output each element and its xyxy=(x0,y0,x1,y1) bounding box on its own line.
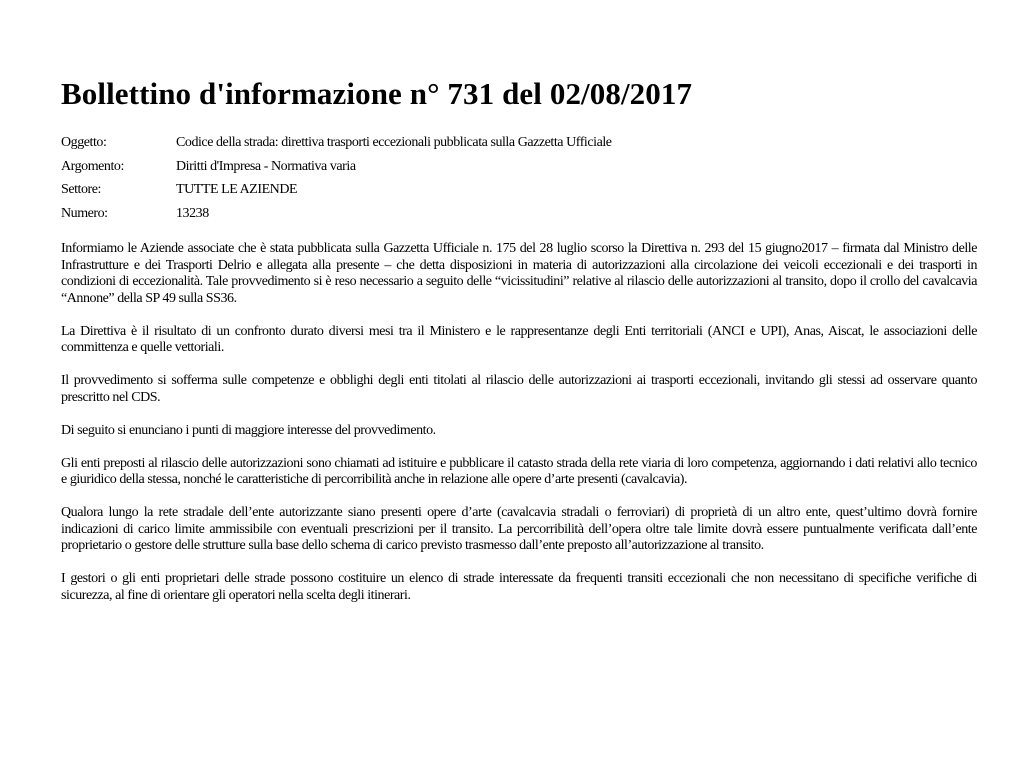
meta-value-oggetto: Codice della strada: direttiva trasporti eccezionali pubblicata sulla Gazzetta Ufficiale xyxy=(176,135,612,150)
page-title: Bollettino d'informazione n° 731 del 02/08/2017 xyxy=(61,76,693,111)
meta-value-settore: TUTTE LE AZIENDE xyxy=(176,182,298,197)
body-paragraph: I gestori o gli enti proprietari delle strade possono costituire un elenco di strade interessate da frequenti transiti eccezionali che non necessitano di specifiche verifiche di sicurezza, al fine di orientare gli operatori nella scelta degli itinerari. xyxy=(61,571,977,603)
bulletin-body xyxy=(61,241,977,604)
metadata-table xyxy=(61,131,977,225)
meta-label-numero: Numero: xyxy=(61,205,108,221)
meta-row-numero xyxy=(61,202,977,226)
body-paragraph: Gli enti preposti al rilascio delle autorizzazioni sono chiamati ad istituire e pubblicare il catasto strada della rete viaria di loro competenza, aggiornando i dati relativi allo tecnico e giuridico della stessa, nonché le caratteristiche di percorribilità anche in relazione alle opere d’arte presenti (cavalcavia). xyxy=(61,455,977,487)
meta-label-argomento: Argomento: xyxy=(61,158,124,174)
body-paragraph: La Direttiva è il risultato di un confronto durato diversi mesi tra il Ministero e le rappresentanze degli Enti territoriali (ANCI e UPI), Anas, Aiscat, le associazioni delle committenza e quelle vettoriali. xyxy=(61,323,977,355)
body-paragraph: Informiamo le Aziende associate che è stata pubblicata sulla Gazzetta Ufficiale n. 175 del 28 luglio scorso la Direttiva n. 293 del 15 giugno2017 – firmata dal Ministro delle Infrastrutture e dei Trasporti Delrio e allegata alla presente – che detta disposizioni in materia di autorizzazioni alla circolazione dei veicoli eccezionali e dei trasporti in condizioni di eccezionalità. Tale provvedimento si è reso necessario a seguito delle “vicissitudini” relative al rilascio delle autorizzazioni al transito, dopo il crollo del cavalcavia “Annone” della SP 49 sulla SS36. xyxy=(61,241,977,306)
meta-row-settore xyxy=(61,178,977,202)
meta-label-oggetto: Oggetto: xyxy=(61,135,107,150)
body-paragraph: Qualora lungo la rete stradale dell’ente autorizzante siano presenti opere d’arte (cavalcavia stradali o ferroviari) di proprietà di un altro ente, quest’ultimo dovrà fornire indicazioni di carico limite ammissibile con eventuali prescrizioni per il transito. La percorribilità dell’opera oltre tale limite dovrà essere puntualmente verificata dall’ente proprietario o gestore delle strutture sulla base dello schema di carico previsto trasmesso dall’ente preposto all’autorizzazione al transito. xyxy=(61,505,977,553)
meta-value-numero: 13238 xyxy=(176,205,209,221)
body-paragraph: Il provvedimento si sofferma sulle competenze e obblighi degli enti titolati al rilascio delle autorizzazioni ai trasporti eccezionali, invitando gli stessi ad osservare quanto prescritto nel CDS. xyxy=(61,373,977,405)
meta-row-argomento xyxy=(61,155,977,179)
bulletin-document xyxy=(61,74,977,621)
meta-row-oggetto xyxy=(61,131,977,155)
meta-value-argomento: Diritti d'Impresa - Normativa varia xyxy=(176,158,356,174)
body-paragraph: Di seguito si enunciano i punti di maggiore interesse del provvedimento. xyxy=(61,422,436,438)
meta-label-settore: Settore: xyxy=(61,182,101,197)
